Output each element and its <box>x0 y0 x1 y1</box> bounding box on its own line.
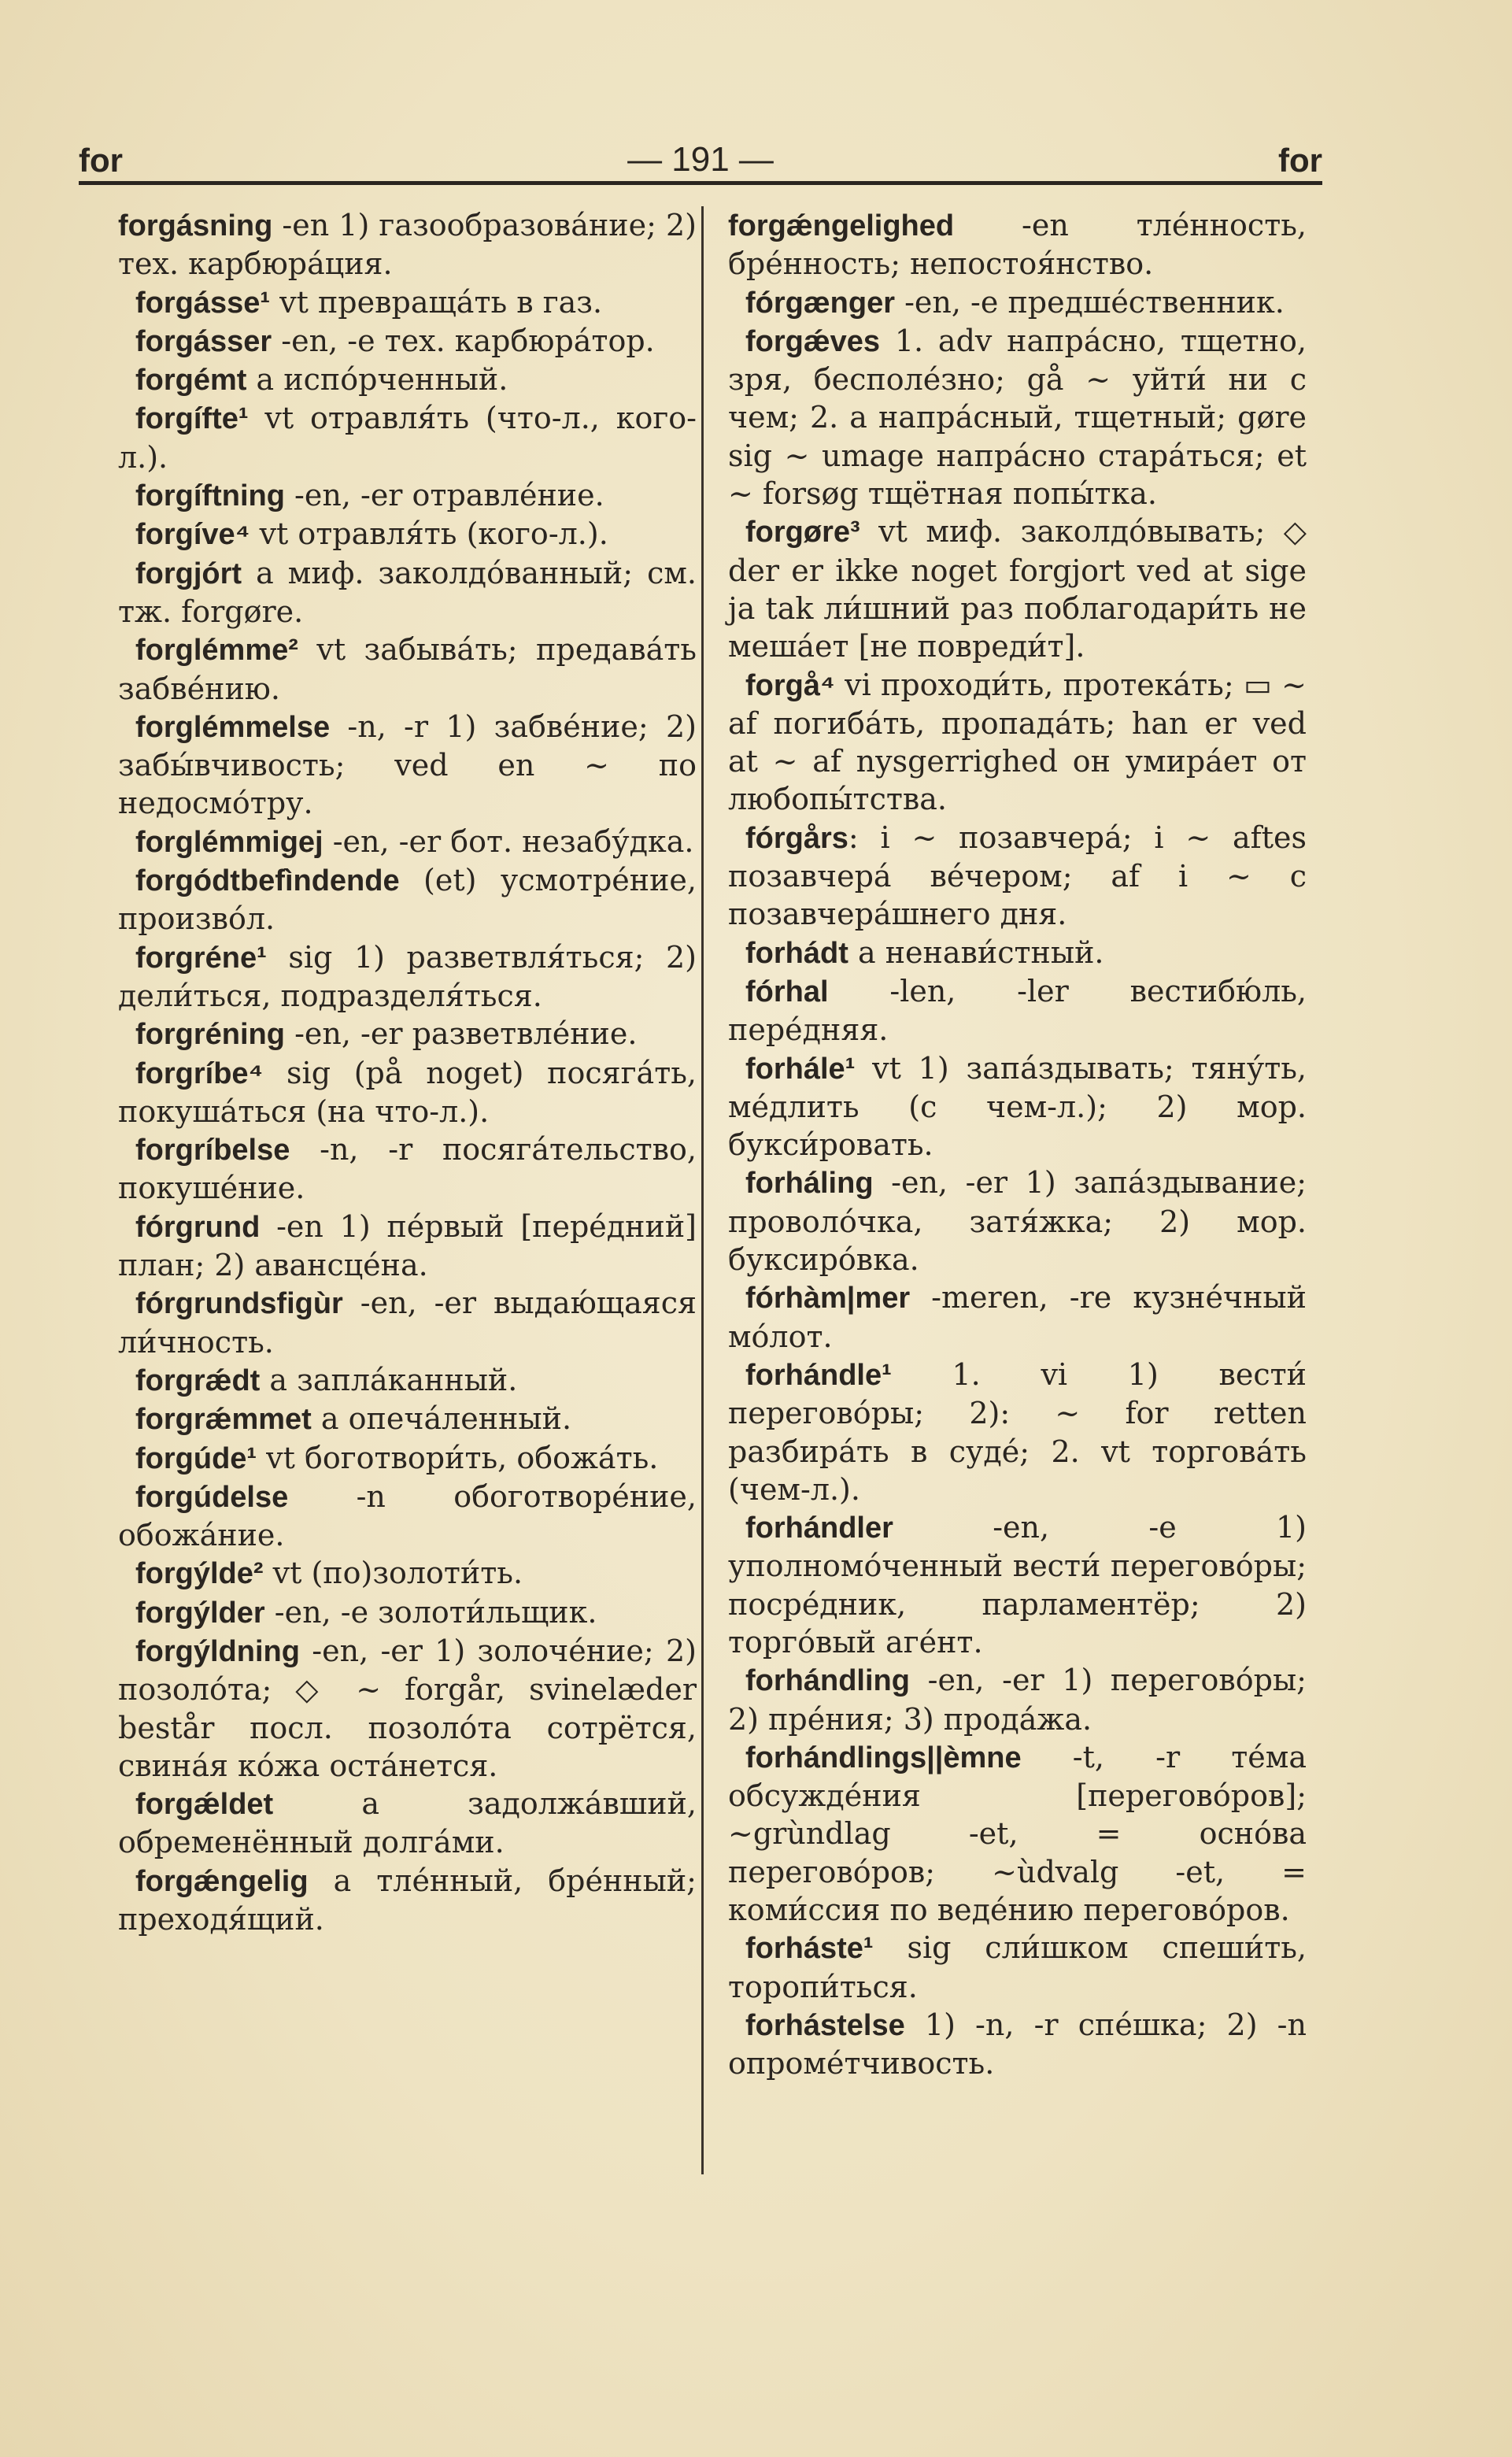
definition: : i ~ позавчера́; i ~ aftes позавчера́ ве́чером; af i ~ с позавчера́шнего дня. <box>728 820 1307 932</box>
dictionary-entry <box>728 206 1307 283</box>
headword: forgásser <box>135 324 272 358</box>
headword: forgémt <box>135 364 247 398</box>
headword: forgýldning <box>135 1634 300 1668</box>
headword: forgódtbefìndende <box>135 864 400 898</box>
definition: a опеча́ленный. <box>311 1401 572 1437</box>
headword: forgásning <box>118 209 273 242</box>
definition: vt превраща́ть в газ. <box>270 284 603 320</box>
definition: -en, -er отравле́ние. <box>284 478 604 513</box>
dictionary-entry <box>118 1015 697 1053</box>
left-column <box>118 206 697 1938</box>
headword: forháling <box>745 1167 874 1201</box>
definition: -en, -e 1) уполномо́ченный вести́ перегово́ры; посре́дник, парламентёр; 2) торго́вый аге́нт. <box>728 1510 1307 1660</box>
definition: vt забыва́ть; предава́ть забве́нию. <box>118 632 697 706</box>
definition: sig 1) разветвля́ться; 2) дели́ться, подразделя́ться. <box>118 939 697 1013</box>
definition: -meren, -re кузне́чный мо́лот. <box>728 1280 1307 1354</box>
headword: forgrǽmmet <box>135 1403 312 1437</box>
dictionary-entry <box>118 861 697 938</box>
definition: -en 1) газообразова́ние; 2) тех. карбюра́ция. <box>118 208 697 282</box>
headword: forgǽngelig <box>135 1864 309 1898</box>
headword: forgásse¹ <box>135 286 271 320</box>
definition: -n, -r 1) забве́ние; 2) забы́вчивость; ved en ~ по недосмо́тру. <box>118 709 697 821</box>
definition: -en тле́нность, бре́нность; непостоя́нство. <box>728 208 1307 282</box>
dictionary-entry <box>728 972 1307 1049</box>
header-right-guide-word: for <box>1278 142 1322 179</box>
dictionary-entry <box>118 708 697 823</box>
headword: forgréning <box>135 1018 285 1052</box>
headword: forglémmelse <box>135 710 331 744</box>
definition: -en, -er 1) золоче́ние; 2) позоло́та; ◇ ~ forgår, svinelæder består посл. позоло́та сотрётся, свина́я ко́жа оста́нется. <box>118 1633 697 1783</box>
definition: 1. vi 1) вести́ перегово́ры; 2): ~ for retten разбира́ть в суде́; 2. vt торгова́ть (чем-л.). <box>728 1356 1307 1507</box>
dictionary-entry <box>118 1054 697 1131</box>
dictionary-entry <box>118 361 697 399</box>
dictionary-entry <box>118 322 697 361</box>
definition: sig (på noget) посяга́ть, покуша́ться (на что-л.). <box>118 1055 697 1129</box>
definition: -en, -er бот. незабу́дка. <box>323 823 694 859</box>
definition: vt 1) запа́здывать; тяну́ть, ме́длить (с чем-л.); 2) мор. букси́ровать. <box>728 1050 1307 1163</box>
dictionary-entry <box>118 206 697 283</box>
definition: -n обоготворе́ние, обожа́ние. <box>118 1478 697 1553</box>
dictionary-entry <box>118 1361 697 1400</box>
definition: a запла́канный. <box>260 1362 518 1397</box>
dictionary-entry <box>118 1284 697 1361</box>
headword: fórgårs <box>745 821 848 855</box>
headword: forgréne¹ <box>135 941 267 975</box>
dictionary-entry <box>728 1356 1307 1508</box>
dictionary-entry <box>728 1164 1307 1278</box>
headword: forgúdelse <box>135 1480 289 1514</box>
page-header <box>79 126 1322 181</box>
dictionary-entry <box>728 1738 1307 1929</box>
headword: forglémmigej <box>135 825 323 859</box>
headword: forgrǽdt <box>135 1364 261 1397</box>
dictionary-entry <box>118 1785 697 1862</box>
headword: forgǽngelighed <box>728 209 955 242</box>
definition: -en 1) пе́рвый [пере́дний] план; 2) авансце́на. <box>118 1208 697 1283</box>
definition: a ненави́стный. <box>848 934 1104 970</box>
headword: forgúde¹ <box>135 1441 257 1475</box>
definition: vt отравля́ть (кого-л.). <box>250 516 608 552</box>
dictionary-entry <box>118 631 697 708</box>
dictionary-entry <box>118 476 697 515</box>
dictionary-entry <box>118 283 697 322</box>
headword: forgríbelse <box>135 1134 290 1167</box>
dictionary-entry <box>728 934 1307 972</box>
dictionary-entry <box>728 666 1307 819</box>
headword: fórgrund <box>135 1210 261 1244</box>
headword: fórgænger <box>745 286 895 320</box>
headword: fórhàm|mer <box>745 1282 911 1315</box>
definition: -en, -e предше́ственник. <box>895 284 1285 320</box>
definition: a тле́нный, бре́нный; преходя́щий. <box>118 1863 697 1937</box>
right-column <box>728 206 1307 2083</box>
definition: (et) усмотре́ние, произво́л. <box>118 863 697 937</box>
dictionary-entry <box>118 823 697 861</box>
definition: -en, -er выдаю́щаяся ли́чность. <box>118 1286 697 1360</box>
page-number: — 191 — <box>627 140 774 179</box>
definition: -len, -ler вестибю́ль, пере́дняя. <box>728 973 1307 1048</box>
dictionary-entry <box>728 1508 1307 1661</box>
dictionary-entry <box>728 1929 1307 2006</box>
header-left-guide-word: for <box>79 142 123 179</box>
headword: forglémme² <box>135 634 298 668</box>
dictionary-entry <box>118 399 697 476</box>
dictionary-entry <box>728 819 1307 934</box>
headword: forgríbe⁴ <box>135 1056 264 1090</box>
headword: forgíve⁴ <box>135 518 250 552</box>
headword: fórhal <box>745 975 829 1008</box>
definition: vt боготвори́ть, обожа́ть. <box>257 1440 659 1475</box>
dictionary-entry <box>728 322 1307 512</box>
dictionary-entry <box>118 1130 697 1208</box>
definition: vt отравля́ть (что-л., кого-л.). <box>118 401 697 475</box>
dictionary-entry <box>728 1049 1307 1164</box>
dictionary-entry <box>118 1478 697 1555</box>
definition: -en, -e тех. карбюра́тор. <box>272 323 655 358</box>
dictionary-entry <box>728 2006 1307 2083</box>
definition: a задолжа́вший, обременённый долга́ми. <box>118 1786 697 1860</box>
headword: forhádt <box>745 936 848 970</box>
dictionary-entry <box>728 283 1307 322</box>
headword: forgýlder <box>135 1596 265 1630</box>
definition: -en, -e золоти́льщик. <box>264 1594 597 1630</box>
headword: forgífte¹ <box>135 402 249 436</box>
headword: forhándlings||èmne <box>745 1741 1022 1774</box>
headword: forhándle¹ <box>745 1358 892 1392</box>
headword: forgíftning <box>135 479 285 513</box>
definition: 1. adv напра́сно, тщетно, зря, бесполе́зно; gå ~ уйти́ ни с чем; 2. a напра́сный, тщетный; gøre sig ~ umage напра́сно стара́ться; et ~ forsøg тщётная попы́тка. <box>728 323 1307 512</box>
column-divider <box>701 206 704 2174</box>
definition: -t, -r те́ма обсужде́ния [перегово́ров]; ~grùndlag -et, = осно́ва перегово́ров; ~ùdvalg -et, = коми́ссия по веде́нию перегово́ров. <box>728 1739 1307 1928</box>
dictionary-entry <box>118 554 697 631</box>
headword: forgøre³ <box>745 516 860 549</box>
dictionary-entry <box>118 1593 697 1632</box>
definition: -en, -er 1) перегово́ры; 2) пре́ния; 3) прода́жа. <box>728 1663 1307 1737</box>
headword: forgǽves <box>745 324 881 358</box>
headword: forgjórt <box>135 557 242 590</box>
definition: vt (по)золоти́ть. <box>263 1556 523 1591</box>
definition: -en, -er разветвле́ние. <box>284 1016 638 1052</box>
headword: forhándling <box>745 1664 910 1698</box>
dictionary-entry <box>728 1278 1307 1356</box>
definition: -n, -r посяга́тельство, покуше́ние. <box>118 1132 697 1206</box>
headword: forgýlde² <box>135 1557 264 1591</box>
definition: a миф. заколдо́ванный; см. тж. forgøre. <box>118 555 697 629</box>
definition: -en, -er 1) запа́здывание; проволо́чка, затя́жка; 2) мор. буксиро́вка. <box>728 1165 1307 1278</box>
dictionary-entry <box>118 1632 697 1785</box>
header-rule <box>79 181 1322 185</box>
headword: forhástelse <box>745 2008 905 2042</box>
headword: forgǽldet <box>135 1788 274 1822</box>
dictionary-entry <box>118 1439 697 1478</box>
dictionary-entry <box>118 1554 697 1593</box>
dictionary-entry <box>118 515 697 553</box>
definition: 1) -n, -r спе́шка; 2) -n опроме́тчивость. <box>728 2007 1307 2081</box>
definition: sig сли́шком спеши́ть, торопи́ться. <box>728 1930 1307 2004</box>
headword: forgå⁴ <box>745 668 835 702</box>
dictionary-entry <box>118 1862 697 1939</box>
dictionary-entry <box>118 938 697 1016</box>
dictionary-entry <box>118 1208 697 1285</box>
definition: vt миф. заколдо́вывать; ◇ der er ikke noget forgjort ved at sige ja tak ли́шний раз поблагодари́ть не меша́ет [не повреди́т]. <box>728 514 1307 664</box>
dictionary-entry <box>118 1400 697 1438</box>
headword: forháste¹ <box>745 1932 874 1966</box>
dictionary-entry <box>728 512 1307 665</box>
headword: fórgrundsfigùr <box>135 1287 343 1321</box>
definition: a испо́рченный. <box>246 362 508 398</box>
headword: forhále¹ <box>745 1052 856 1086</box>
headword: forhándler <box>745 1512 893 1545</box>
definition: vi проходи́ть, протека́ть; ▭ ~ af погиба́ть, пропада́ть; han er ved at ~ af nysgerrighed он умира́ет от любопы́тства. <box>728 667 1307 817</box>
dictionary-entry <box>728 1661 1307 1738</box>
